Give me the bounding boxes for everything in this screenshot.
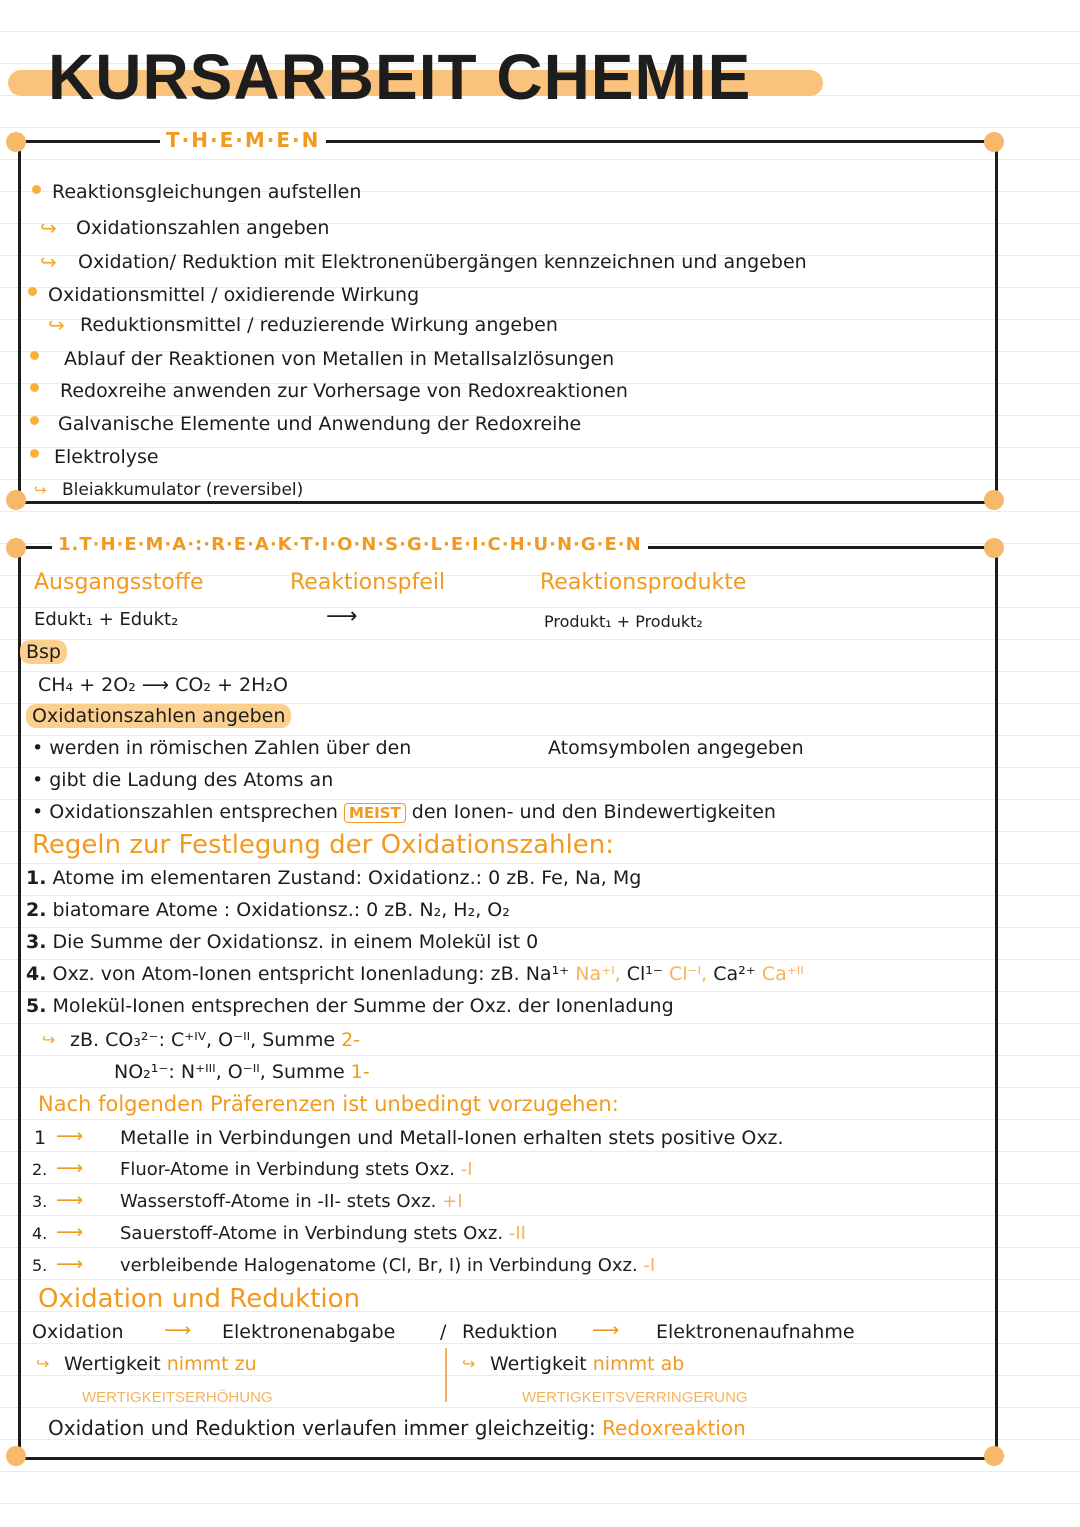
wertigkeit-red: Wertigkeit nimmt ab — [490, 1353, 685, 1375]
arrow-icon: ↪ — [36, 1354, 50, 1373]
edukte-label: Edukt₁ + Edukt₂ — [34, 609, 179, 630]
page-title: KURSARBEIT CHEMIE — [48, 41, 752, 113]
regel-4: 4. Oxz. von Atom-Ionen entspricht Ionenladung: zB. Na¹⁺ Na⁺ᴵ, Cl¹⁻ Cl⁻ᴵ, Ca²⁺ Ca⁺ᴵᴵ — [26, 963, 804, 985]
reaktionsprodukte-heading: Reaktionsprodukte — [540, 570, 747, 595]
oxidation-definition: Elektronenabgabe — [222, 1321, 396, 1343]
praeferenz-4: Sauerstoff-Atome in Verbindung stets Oxz. -II — [120, 1223, 526, 1244]
separator-slash: / — [440, 1321, 447, 1343]
praeferenz-num: 2. — [32, 1160, 48, 1179]
arrow-icon: ⟶ — [56, 1221, 84, 1243]
arrow-icon: ⟶ — [56, 1157, 84, 1179]
arrow-icon: ↪ — [34, 481, 47, 499]
bullet-text: • gibt die Ladung des Atoms an — [32, 769, 334, 791]
reduktion-label: Reduktion — [462, 1321, 558, 1343]
themen-header: T·H·E·M·E·N — [160, 128, 326, 152]
wertigkeit-ox: Wertigkeit nimmt zu — [64, 1353, 257, 1375]
praeferenz-num: 1 — [34, 1127, 47, 1149]
bullet-text: Atomsymbolen angegeben — [548, 737, 804, 759]
corner-dot — [6, 132, 26, 152]
praeferenz-2: Fluor-Atome in Verbindung stets Oxz. -I — [120, 1159, 473, 1180]
bullet-icon — [30, 416, 39, 425]
corner-dot — [6, 1446, 26, 1466]
themen-item: Oxidationszahlen angeben — [76, 217, 330, 239]
regel-5: 5. Molekül-Ionen entsprechen der Summe der Oxz. der Ionenladung — [26, 995, 674, 1017]
bullet-icon — [30, 351, 39, 360]
themen-item: Oxidationsmittel / oxidierende Wirkung — [48, 284, 420, 306]
beispiel-no2: NO₂¹⁻: N⁺ᴵᴵᴵ, O⁻ᴵᴵ, Summe 1- — [114, 1061, 370, 1083]
arrow-icon: ⟶ — [56, 1189, 84, 1211]
praeferenz-num: 4. — [32, 1224, 48, 1243]
regel-3: 3. Die Summe der Oxidationsz. in einem Molekül ist 0 — [26, 931, 539, 953]
beispiel-co3: zB. CO₃²⁻: C⁺ᴵⱽ, O⁻ᴵᴵ, Summe 2- — [70, 1029, 361, 1051]
arrow-icon: ↪ — [462, 1354, 476, 1373]
ausgangsstoffe-heading: Ausgangsstoffe — [34, 570, 204, 595]
example-equation: CH₄ + 2O₂ ⟶ CO₂ + 2H₂O — [38, 674, 288, 696]
arrow-icon: ⟶ — [56, 1253, 84, 1275]
oxidation-label: Oxidation — [32, 1321, 124, 1343]
corner-dot — [984, 1446, 1004, 1466]
themen-item: Oxidation/ Reduktion mit Elektronenübergängen kennzeichnen und angeben — [78, 251, 807, 273]
bullet-icon — [30, 383, 39, 392]
wertigkeitsverringerung-label: WERTIGKEITSVERRINGERUNG — [522, 1389, 748, 1406]
regeln-heading: Regeln zur Festlegung der Oxidationszahlen: — [32, 830, 614, 860]
redox-summary: Oxidation und Reduktion verlaufen immer gleichzeitig: Redoxreaktion — [48, 1416, 746, 1440]
praeferenzen-heading: Nach folgenden Präferenzen ist unbedingt vorzugehen: — [38, 1092, 619, 1116]
themen-item: Redoxreihe anwenden zur Vorhersage von Redoxreaktionen — [60, 380, 628, 402]
reaction-arrow-icon: ⟶ — [326, 604, 358, 629]
bullet-text: • Oxidationszahlen entsprechen MEIST den Ionen- und den Bindewertigkeiten — [32, 801, 776, 823]
themen-item: Ablauf der Reaktionen von Metallen in Metallsalzlösungen — [64, 348, 615, 370]
thema1-header: 1.T·H·E·M·A·:·R·E·A·K·T·I·O·N·S·G·L·E·I·C·H·U·N·G·E·N — [52, 534, 648, 555]
oxidationszahlen-heading: Oxidationszahlen angeben — [26, 704, 291, 728]
themen-item: Reduktionsmittel / reduzierende Wirkung angeben — [80, 314, 558, 336]
bullet-icon — [28, 287, 37, 296]
bullet-icon — [32, 185, 41, 194]
column-divider — [445, 1348, 447, 1402]
reduktion-definition: Elektronenaufnahme — [656, 1321, 855, 1343]
praeferenz-num: 5. — [32, 1256, 48, 1275]
themen-item: Reaktionsgleichungen aufstellen — [52, 181, 362, 203]
bullet-text: • werden in römischen Zahlen über den — [32, 737, 412, 759]
regel-1: 1. Atome im elementaren Zustand: Oxidationz.: 0 zB. Fe, Na, Mg — [26, 867, 642, 889]
themen-item: Galvanische Elemente und Anwendung der Redoxreihe — [58, 413, 582, 435]
praeferenz-3: Wasserstoff-Atome in -II- stets Oxz. +I — [120, 1191, 463, 1212]
praeferenz-num: 3. — [32, 1192, 48, 1211]
corner-dot — [6, 538, 26, 558]
wertigkeitserhoehung-label: WERTIGKEITSERHÖHUNG — [82, 1389, 273, 1406]
corner-dot — [6, 490, 26, 510]
arrow-icon: ⟶ — [592, 1319, 620, 1341]
themen-item: Bleiakkumulator (reversibel) — [62, 480, 304, 500]
corner-dot — [984, 132, 1004, 152]
praeferenz-1: Metalle in Verbindungen und Metall-Ionen erhalten stets positive Oxz. — [120, 1127, 784, 1149]
themen-item: Elektrolyse — [54, 446, 159, 468]
produkte-label: Produkt₁ + Produkt₂ — [544, 612, 703, 631]
arrow-icon: ⟶ — [164, 1319, 192, 1341]
arrow-icon: ↪ — [40, 216, 57, 240]
oxidation-reduktion-heading: Oxidation und Reduktion — [38, 1284, 361, 1314]
bullet-icon — [30, 449, 39, 458]
corner-dot — [984, 538, 1004, 558]
corner-dot — [984, 490, 1004, 510]
arrow-icon: ⟶ — [56, 1125, 84, 1147]
reaktionspfeil-heading: Reaktionspfeil — [290, 570, 446, 595]
regel-2: 2. biatomare Atome : Oxidationsz.: 0 zB. N₂, H₂, O₂ — [26, 899, 510, 921]
arrow-icon: ↪ — [48, 313, 65, 337]
praeferenz-5: verbleibende Halogenatome (Cl, Br, I) in Verbindung Oxz. -I — [120, 1255, 656, 1276]
arrow-icon: ↪ — [40, 250, 57, 274]
meist-badge: MEIST — [344, 803, 406, 823]
arrow-icon: ↪ — [42, 1030, 56, 1049]
bsp-label: Bsp — [20, 640, 67, 664]
